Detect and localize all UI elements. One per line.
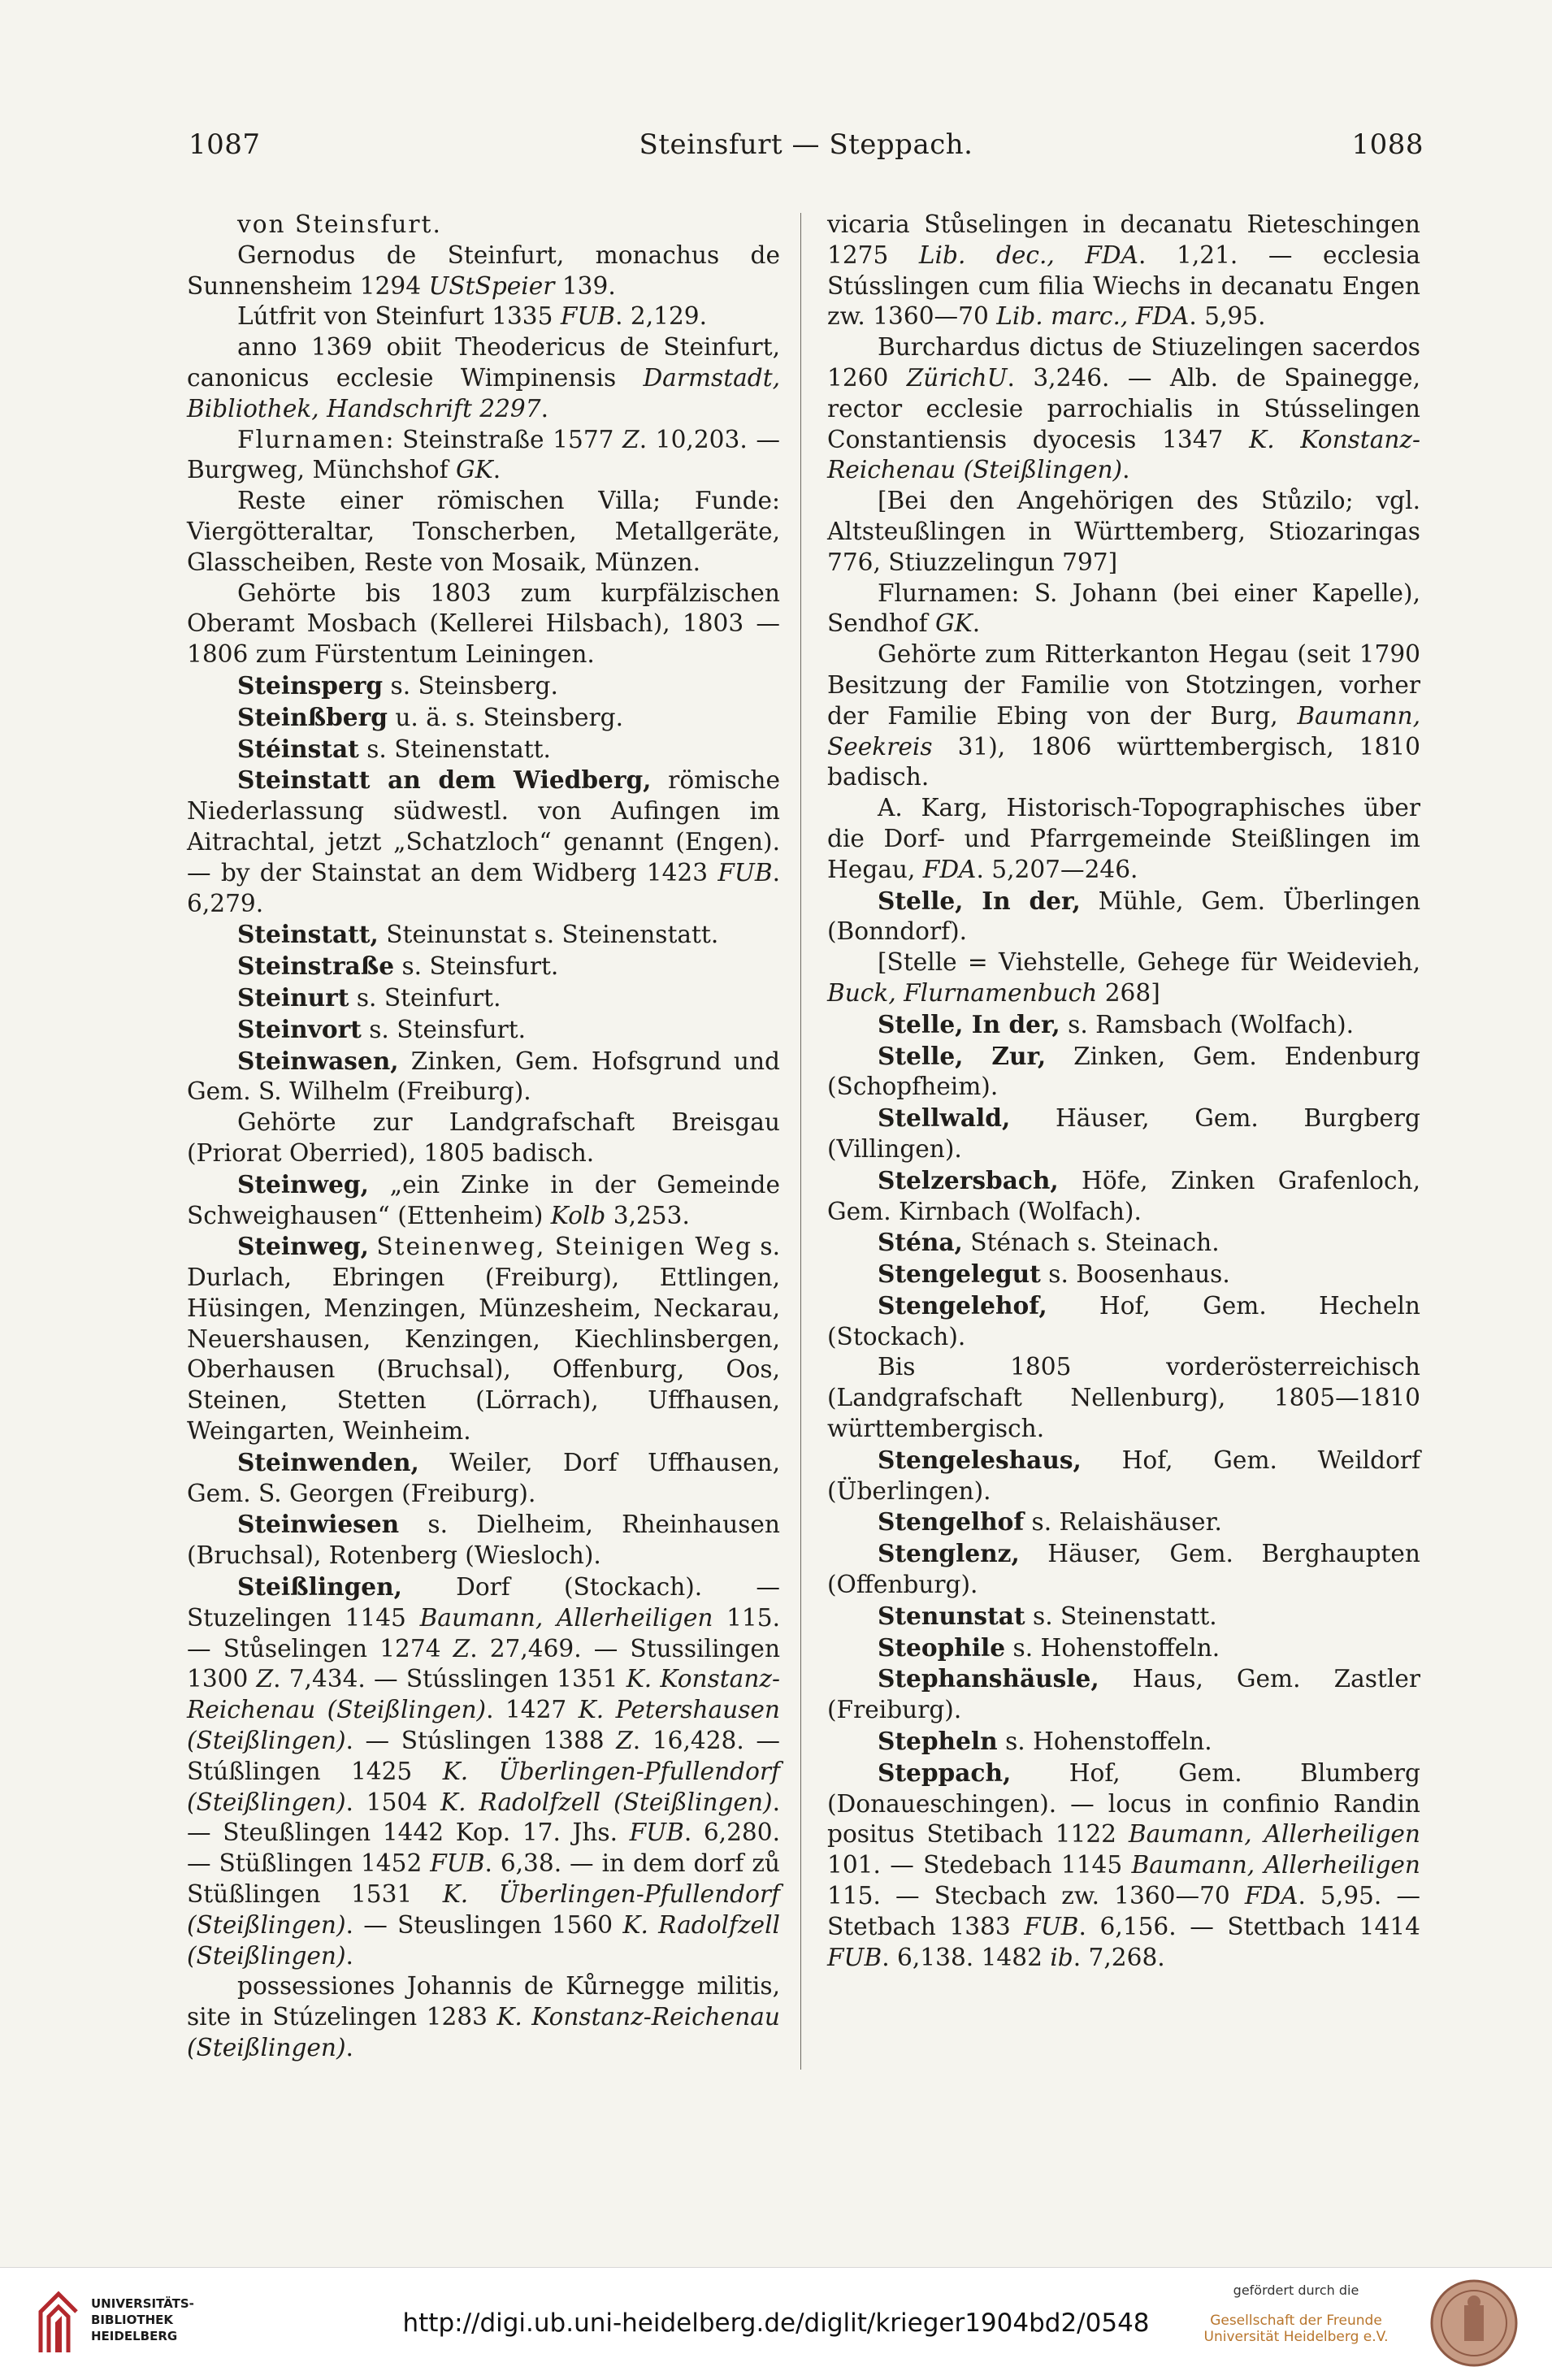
entry-headword: Steinßberg bbox=[237, 702, 388, 731]
entry-text: Gehörte zur Landgrafschaft Breisgau (Priorat Oberried), 1805 badisch. bbox=[187, 1108, 780, 1167]
dictionary-entry bbox=[827, 1259, 1420, 1290]
entry-text: Haus, Gem. Zastler (Freiburg). bbox=[827, 1665, 1420, 1724]
dictionary-entry bbox=[187, 919, 780, 951]
entry-text: Flurnamen: S. Johann (bei einer Kapelle), Sendhof GK. bbox=[827, 579, 1420, 638]
university-seal-icon bbox=[1428, 2278, 1519, 2369]
entry-headword: Steinurt bbox=[237, 982, 349, 1012]
entry-text: Dorf (Stockach). — Stuzelingen 1145 Baumann, Allerheiligen 115. — Stůselingen 1274 Z. 27,469. — Stussilingen 1300 Z. 7,434. — Stússlingen 1351 K. Konstanz-Reichenau (Steißlingen). 1427 K. Petershausen (Steißlingen). — Stúslingen 1388 Z. 16,428. — Stúßlingen 1425 K. Überlingen-Pfullendorf (Steißlingen). 1504 K. Radolfzell (Steißlingen). — Steußlingen 1442 Kop. 17. Jhs. FUB. 6,280. — Stüßlingen 1452 FUB. 6,38. — in dem dorf zů Stüßlingen 1531 K. Überlingen-Pfullendorf (Steißlingen). — Steuslingen 1560 K. Radolfzell (Steißlingen). bbox=[187, 1573, 781, 1970]
entry-headword: Stengelehof, bbox=[878, 1290, 1047, 1320]
page-number-left: 1087 bbox=[189, 128, 261, 161]
entry-text: s. Steinenstatt. bbox=[1025, 1602, 1217, 1630]
library-name-line: UNIVERSITÄTS- bbox=[91, 2296, 194, 2311]
entry-headword: Steinstraße bbox=[237, 952, 395, 981]
entry-text: Häuser, Gem. Berghaupten (Offenburg). bbox=[827, 1540, 1420, 1599]
page-number-right: 1088 bbox=[1351, 128, 1424, 161]
dictionary-entry bbox=[187, 1447, 780, 1510]
entry-text: Hof, Gem. Weildorf (Überlingen). bbox=[827, 1446, 1420, 1505]
entry-text: [Bei den Angehörigen des Stůzilo; vgl. Altsteußlingen in Württemberg, Stiozaringas 776, Stiuzzelingun 797] bbox=[827, 487, 1420, 576]
entry-headword: Sténa, bbox=[878, 1228, 963, 1257]
dictionary-entry bbox=[827, 1726, 1420, 1758]
dictionary-entry bbox=[827, 1663, 1420, 1726]
entry-text: Bis 1805 vorderösterreichisch (Landgrafschaft Nellenburg), 1805—1810 württembergisch. bbox=[827, 1353, 1420, 1443]
entry-text: s. Steinfurt. bbox=[349, 983, 501, 1012]
dictionary-entry bbox=[187, 1231, 780, 1447]
entry-paragraph bbox=[827, 639, 1420, 793]
entry-text: Sténach s. Steinach. bbox=[962, 1229, 1220, 1257]
entry-text: Gernodus de Steinfurt, monachus de Sunnensheim 1294 UStSpeier 139. bbox=[187, 241, 780, 300]
entry-headword: Steinvort bbox=[237, 1014, 362, 1043]
entry-text: römische Niederlassung südwestl. von Aufingen im Aitrachtal, jetzt „Schatzloch“ genannt (Engen). — by der Stainstat an dem Widberg 1423 FUB. 6,279. bbox=[187, 766, 781, 917]
entry-text: s. Steinenstatt. bbox=[358, 735, 551, 763]
entry-paragraph bbox=[187, 425, 780, 487]
entry-headword: Stenunstat bbox=[878, 1601, 1025, 1630]
entry-text: Steinunstat s. Steinenstatt. bbox=[378, 921, 719, 949]
entry-text: „ein Zinke in der Gemeinde Schweighausen“ (Ettenheim) Kolb 3,253. bbox=[187, 1170, 780, 1229]
entry-text: Hof, Gem. Hecheln (Stockach). bbox=[827, 1291, 1420, 1350]
entry-headword: Stengelegut bbox=[878, 1259, 1041, 1289]
entry-text: Burchardus dictus de Stiuzelingen sacerdos 1260 ZürichU. 3,246. — Alb. de Spainegge, rector ecclesie parrochialis in Stússelingen Constantiensis dyocesis 1347 K. Konstanz-Reichenau (Steißlingen). bbox=[827, 333, 1420, 484]
entry-text: Lútfrit von Steinfurt 1335 FUB. 2,129. bbox=[237, 302, 708, 331]
entry-paragraph bbox=[827, 210, 1420, 332]
entry-text: possessiones Johannis de Kůrnegge militis, site in Stúzelingen 1283 K. Konstanz-Reichenau (Steißlingen). bbox=[187, 1972, 780, 2062]
entry-text: Hof, Gem. Blumberg (Donaueschingen). — locus in confinio Randin positus Stetibach 1122 Baumann, Allerheiligen 101. — Stedebach 1145 Baumann, Allerheiligen 115. — Stecbach zw. 1360—70 FDA. 5,95. — Stetbach 1383 FUB. 6,156. — Stettbach 1414 FUB. 6,138. 1482 ib. 7,268. bbox=[827, 1758, 1420, 1971]
page-header bbox=[189, 128, 1424, 177]
dictionary-entry bbox=[187, 1046, 780, 1108]
entry-text: Zinken, Gem. Endenburg (Schopfheim). bbox=[827, 1042, 1421, 1101]
entry-paragraph bbox=[187, 241, 780, 302]
sponsor-credit bbox=[1178, 2282, 1414, 2345]
entry-text: s. Dielheim, Rheinhausen (Bruchsal), Rotenberg (Wiesloch). bbox=[187, 1511, 780, 1570]
entry-headword: Steinsperg bbox=[237, 670, 384, 700]
dictionary-entry bbox=[827, 886, 1420, 948]
dictionary-entry bbox=[187, 982, 780, 1014]
entry-text: anno 1369 obiit Theodericus de Steinfurt, canonicus ecclesie Wimpinensis Darmstadt, Bibliothek, Handschrift 2297. bbox=[187, 333, 780, 423]
entry-paragraph bbox=[827, 947, 1420, 1009]
entry-paragraph bbox=[187, 486, 780, 578]
right-column bbox=[827, 210, 1420, 1973]
entry-headword: Steinwenden, bbox=[237, 1447, 419, 1476]
entry-text: A. Karg, Historisch-Topographisches über die Dorf- und Pfarrgemeinde Steißlingen im Hegau, FDA. 5,207—246. bbox=[827, 794, 1420, 883]
dictionary-entry bbox=[827, 1601, 1420, 1632]
sponsor-line: Gesellschaft der Freunde bbox=[1210, 2313, 1382, 2329]
entry-headword: Stelle, In der, bbox=[878, 1009, 1060, 1038]
source-url[interactable]: http://digi.ub.uni-heidelberg.de/diglit/krieger1904bd2/0548 bbox=[402, 2308, 1150, 2338]
dictionary-entry bbox=[827, 1538, 1420, 1601]
entry-text: [Stelle = Viehstelle, Gehege für Weidevieh, Buck, Flurnamenbuch 268] bbox=[827, 948, 1420, 1007]
entry-headword: Stelzersbach, bbox=[878, 1165, 1059, 1194]
entry-headword: Steinstatt, bbox=[237, 920, 379, 949]
running-title: Steinsfurt — Steppach. bbox=[639, 128, 973, 161]
library-name-line: BIBLIOTHEK bbox=[91, 2313, 173, 2327]
dictionary-entry bbox=[187, 951, 780, 982]
entry-headword: Stengeleshaus, bbox=[878, 1445, 1082, 1474]
entry-text: Gehörte bis 1803 zum kurpfälzischen Oberamt Mosbach (Kellerei Hilsbach), 1803 —1806 zum Fürstentum Leiningen. bbox=[187, 579, 780, 669]
dictionary-entry bbox=[827, 1227, 1420, 1259]
entry-headword: Stelle, In der, bbox=[878, 886, 1081, 915]
sponsor-line: gefördert durch die bbox=[1233, 2282, 1359, 2298]
entry-paragraph bbox=[827, 1352, 1420, 1444]
entry-paragraph bbox=[827, 486, 1420, 578]
dictionary-entry bbox=[827, 1445, 1420, 1507]
entry-text: Zinken, Gem. Hofsgrund und Gem. S. Wilhelm (Freiburg). bbox=[187, 1047, 780, 1106]
entry-paragraph bbox=[827, 332, 1420, 486]
entry-headword: Steinweg, bbox=[237, 1232, 369, 1261]
sponsor-line: Universität Heidelberg e.V. bbox=[1203, 2329, 1389, 2345]
entry-text: s. Relaishäuser. bbox=[1024, 1508, 1222, 1537]
entry-text: Mühle, Gem. Überlingen (Bonndorf). bbox=[827, 887, 1420, 946]
entry-text: s. Hohenstoffeln. bbox=[997, 1728, 1212, 1756]
dictionary-entry bbox=[187, 1509, 780, 1571]
column-divider bbox=[800, 213, 801, 2070]
entry-text: s. Boosenhaus. bbox=[1040, 1260, 1230, 1289]
entry-paragraph bbox=[827, 579, 1420, 640]
entry-paragraph bbox=[187, 1971, 780, 2063]
dictionary-entry bbox=[827, 1290, 1420, 1353]
dictionary-entry bbox=[187, 1014, 780, 1046]
dictionary-entry bbox=[827, 1041, 1420, 1103]
entry-paragraph bbox=[187, 301, 780, 332]
entry-paragraph bbox=[827, 793, 1420, 885]
entry-text: Höfe, Zinken Grafenloch, Gem. Kirnbach (Wolfach). bbox=[827, 1166, 1420, 1225]
entry-text: Gehörte zum Ritterkanton Hegau (seit 1790 Besitzung der Familie von Stotzingen, vorher der Familie Ebing von der Burg, Baumann, Seekreis 31), 1806 württembergisch, 1810 badisch. bbox=[827, 640, 1420, 791]
entry-text: vicaria Stůselingen in decanatu Rieteschingen 1275 Lib. dec., FDA. 1,21. — ecclesia Stússlingen cum filia Wiechs in decanatu Engen zw. 1360—70 Lib. marc., FDA. 5,95. bbox=[827, 210, 1420, 331]
entry-paragraph bbox=[187, 332, 780, 424]
dictionary-entry bbox=[827, 1009, 1420, 1041]
entry-text: Flurnamen: Steinstraße 1577 Z. 10,203. — Burgweg, Münchshof GK. bbox=[187, 425, 780, 484]
entry-headword: Stengelhof bbox=[878, 1507, 1025, 1537]
entry-paragraph bbox=[187, 579, 780, 670]
footer-bar bbox=[0, 2267, 1552, 2380]
entry-text: Weiler, Dorf Uffhausen, Gem. S. Georgen (Freiburg). bbox=[187, 1448, 780, 1507]
entry-headword: Steißlingen, bbox=[237, 1572, 402, 1602]
entry-headword: Steinstatt an dem Wiedberg, bbox=[237, 765, 652, 795]
entry-text: s. Ramsbach (Wolfach). bbox=[1060, 1010, 1355, 1038]
entry-text: Reste einer römischen Villa; Funde: Viergötteraltar, Tonscherben, Metallgeräte, Glasscheiben, Reste von Mosaik, Münzen. bbox=[187, 487, 780, 576]
entry-headword: Steophile bbox=[878, 1632, 1006, 1662]
entry-text: s. Steinsfurt. bbox=[394, 952, 559, 981]
entry-paragraph bbox=[187, 1108, 780, 1169]
entry-headword: Stellwald, bbox=[878, 1103, 1011, 1133]
dictionary-entry bbox=[187, 765, 780, 919]
entry-headword: Stephanshäusle, bbox=[878, 1664, 1099, 1693]
dictionary-entry bbox=[187, 734, 780, 765]
entry-headword: Stepheln bbox=[878, 1727, 998, 1756]
dictionary-entry bbox=[187, 1169, 780, 1232]
entry-headword: Stéinstat bbox=[237, 734, 359, 763]
entry-paragraph bbox=[187, 210, 780, 241]
entry-headword: Steppach, bbox=[878, 1758, 1012, 1787]
left-column bbox=[187, 210, 780, 2064]
entry-headword: Steinwasen, bbox=[237, 1046, 399, 1075]
entry-text: von Steinsfurt. bbox=[237, 210, 442, 238]
entry-text: Häuser, Gem. Burgberg (Villingen). bbox=[827, 1104, 1420, 1163]
dictionary-entry bbox=[187, 670, 780, 702]
entry-headword: Stenglenz, bbox=[878, 1539, 1020, 1568]
dictionary-entry bbox=[187, 1571, 780, 1971]
entry-text: s. Hohenstoffeln. bbox=[1005, 1633, 1220, 1662]
dictionary-entry bbox=[827, 1103, 1420, 1165]
dictionary-entry bbox=[827, 1758, 1420, 1974]
entry-text: u. ä. s. Steinsberg. bbox=[387, 703, 624, 731]
dictionary-entry bbox=[827, 1165, 1420, 1228]
entry-text: s. Steinsfurt. bbox=[361, 1015, 527, 1043]
entry-text: s. Steinsberg. bbox=[383, 671, 558, 700]
entry-headword: Steinwiesen bbox=[237, 1510, 400, 1539]
entry-headword: Steinweg, bbox=[237, 1169, 369, 1199]
dictionary-entry bbox=[827, 1506, 1420, 1538]
dictionary-entry bbox=[187, 702, 780, 734]
entry-text: Steinenweg, Steinigen Weg s. Durlach, Ebringen (Freiburg), Ettlingen, Hüsingen, Menzingen, Münzesheim, Neckarau, Neuershausen, Kenzingen, Kiechlinsbergen, Oberhausen (Bruchsal), Offenburg, Oos, Steinen, Stetten (Lörrach), Uffhausen, Weingarten, Weinheim. bbox=[187, 1233, 780, 1446]
entry-headword: Stelle, Zur, bbox=[878, 1041, 1047, 1070]
library-name-line: HEIDELBERG bbox=[91, 2329, 178, 2343]
dictionary-entry bbox=[827, 1632, 1420, 1664]
